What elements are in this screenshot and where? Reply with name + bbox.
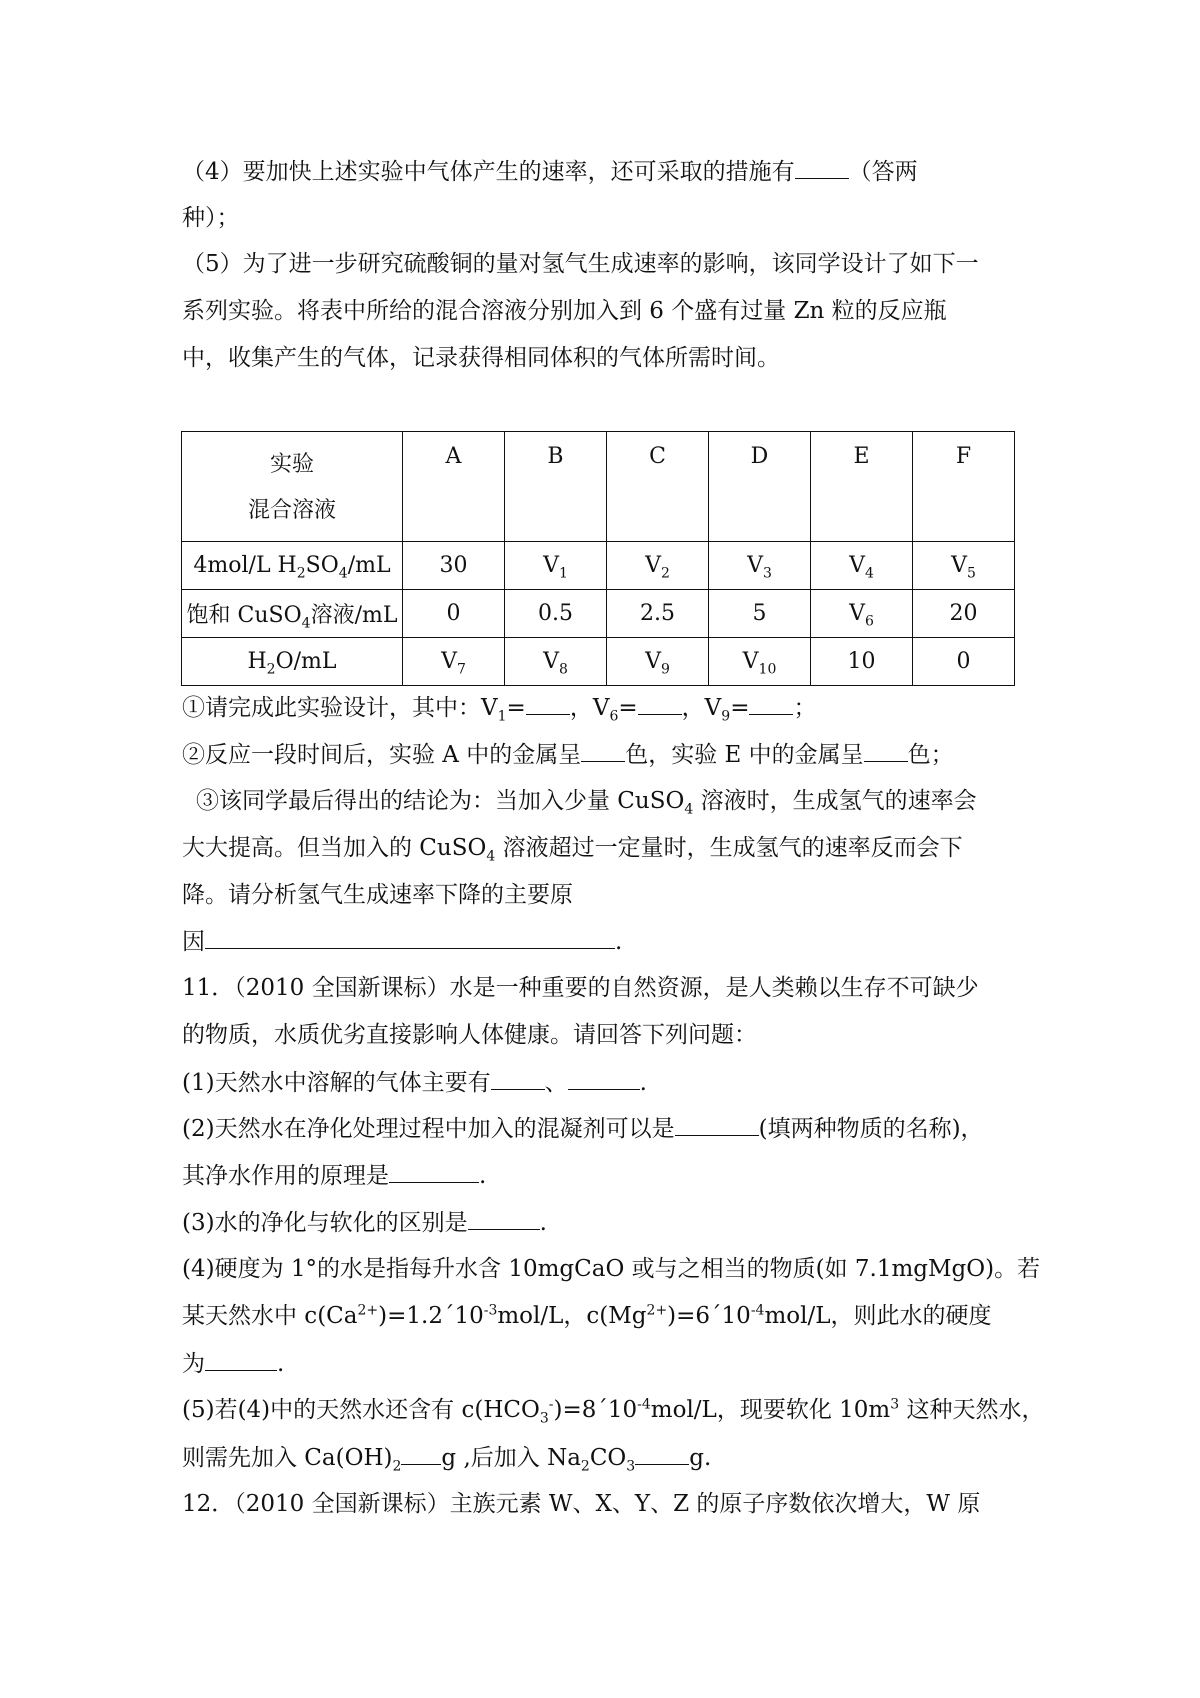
answer-blank[interactable] <box>526 692 570 715</box>
q11-part4-line1: (4)硬度为 1°的水是指每升水含 10mgCaO 或与之相当的物质(如 7.1mgMgO)。若 <box>182 1256 1041 1282</box>
answer-blank[interactable] <box>864 739 908 762</box>
table-cell: 5 <box>709 590 811 638</box>
q11-part2-line2: 其净水作用的原理是 . <box>182 1160 486 1191</box>
q11-line2: 的物质，水质优劣直接影响人体健康。请回答下列问题： <box>182 1022 757 1048</box>
table-cell: 10 <box>811 638 913 686</box>
answer-blank[interactable] <box>581 739 625 762</box>
answer-blank[interactable] <box>635 1442 689 1465</box>
row-label-water: $H_2O/mL$ <box>182 638 403 686</box>
sub-question-1: ①请完成此实验设计，其中：$V_1=$ ，$V_6=$ ，$V_9=$ ； <box>182 692 816 723</box>
column-header-c: C <box>607 432 709 542</box>
table-cell: $V_3$ <box>709 542 811 590</box>
sub-question-3-line4: 因 . <box>182 926 622 957</box>
sub-question-3-line3: 降。请分析氢气生成速率下降的主要原 <box>182 882 573 908</box>
column-header-f: F <box>913 432 1015 542</box>
q11-part5-line2: 则需先加入 $Ca(OH)_2$ g ,后加入 $Na_2CO_3$ g. <box>182 1442 711 1473</box>
table-cell: $V_6$ <box>811 590 913 638</box>
q11-line1: 11．（2010 全国新课标）水是一种重要的自然资源，是人类赖以生存不可缺少 <box>182 975 979 1001</box>
column-header-d: D <box>709 432 811 542</box>
answer-blank[interactable] <box>675 1113 759 1136</box>
column-header-b: B <box>505 432 607 542</box>
table-cell: $V_5$ <box>913 542 1015 590</box>
table-cell: $V_4$ <box>811 542 913 590</box>
table-cell: $V_9$ <box>607 638 709 686</box>
table-cell: 20 <box>913 590 1015 638</box>
table-row-water <box>182 638 1015 686</box>
table-cell: 0 <box>913 638 1015 686</box>
answer-blank[interactable] <box>568 1067 640 1090</box>
answer-blank[interactable] <box>205 926 615 949</box>
answer-blank[interactable] <box>389 1160 479 1183</box>
table-header-row <box>182 432 1015 542</box>
table-corner-cell: 实验 混合溶液 <box>182 432 403 542</box>
sub-question-2: ②反应一段时间后，实验 A 中的金属呈 色，实验 E 中的金属呈 色； <box>182 739 954 770</box>
q11-part5-line1: (5)若(4)中的天然水还含有 $c(HCO_3^-)=8´10^{-4}mol/L$，现要软化 $10m^3$ 这种天然水， <box>182 1396 1045 1427</box>
answer-blank[interactable] <box>401 1442 441 1465</box>
q11-part4-line2: 某天然水中 $c(Ca^{2+})=1.2´10^{-3}mol/L$，$c(Mg^{2+})=6´10^{-4}mol/L$，则此水的硬度 <box>182 1302 992 1329</box>
answer-blank[interactable] <box>468 1207 540 1230</box>
table-cell: $V_2$ <box>607 542 709 590</box>
answer-blank[interactable] <box>205 1348 277 1371</box>
answer-blank[interactable] <box>749 692 793 715</box>
answer-blank[interactable] <box>491 1067 545 1090</box>
table-cell: 0 <box>403 590 505 638</box>
q11-part4-line3: 为 . <box>182 1348 284 1379</box>
row-label-h2so4: 4mol/L $H_2SO_4/mL$ <box>182 542 403 590</box>
sub-question-3-line1: ③该同学最后得出的结论为：当加入少量 CuSO$_4$ 溶液时，生成氢气的速率会 <box>196 788 977 818</box>
table-row-cuso4 <box>182 590 1015 638</box>
table-cell: 2.5 <box>607 590 709 638</box>
sub-question-3-line2: 大大提高。但当加入的 CuSO$_4$ 溶液超过一定量时，生成氢气的速率反而会下 <box>182 835 963 865</box>
q10-part5-line2: 系列实验。将表中所给的混合溶液分别加入到 6 个盛有过量 Zn 粒的反应瓶 <box>182 298 947 324</box>
table-cell: $V_7$ <box>403 638 505 686</box>
table-cell: 30 <box>403 542 505 590</box>
table-cell: $V_{10}$ <box>709 638 811 686</box>
q11-part3: (3)水的净化与软化的区别是 . <box>182 1207 547 1238</box>
answer-blank[interactable] <box>638 692 682 715</box>
q10-part5-line1: （5）为了进一步研究硫酸铜的量对氢气生成速率的影响，该同学设计了如下一 <box>182 251 979 277</box>
table-cell: $V_1$ <box>505 542 607 590</box>
q10-part4-line1: （4）要加快上述实验中气体产生的速率，还可采取的措施有 （答两 <box>182 156 918 187</box>
column-header-e: E <box>811 432 913 542</box>
table-cell: 0.5 <box>505 590 607 638</box>
q11-part1: (1)天然水中溶解的气体主要有 、 . <box>182 1067 647 1098</box>
q10-part4-line2: 种）； <box>182 205 240 231</box>
experiment-table <box>181 431 1015 686</box>
q10-part5-line3: 中，收集产生的气体，记录获得相同体积的气体所需时间。 <box>182 345 780 371</box>
table-row-h2so4 <box>182 542 1015 590</box>
q11-part2-line1: (2)天然水在净化处理过程中加入的混凝剂可以是 (填两种物质的名称)， <box>182 1113 984 1144</box>
column-header-a: A <box>403 432 505 542</box>
row-label-cuso4: 饱和 CuSO$_4$溶液/mL <box>182 590 403 638</box>
answer-blank[interactable] <box>795 156 849 179</box>
table-cell: $V_8$ <box>505 638 607 686</box>
q12-line1: 12．（2010 全国新课标）主族元素 W、X、Y、Z 的原子序数依次增大，W 原 <box>182 1491 981 1517</box>
